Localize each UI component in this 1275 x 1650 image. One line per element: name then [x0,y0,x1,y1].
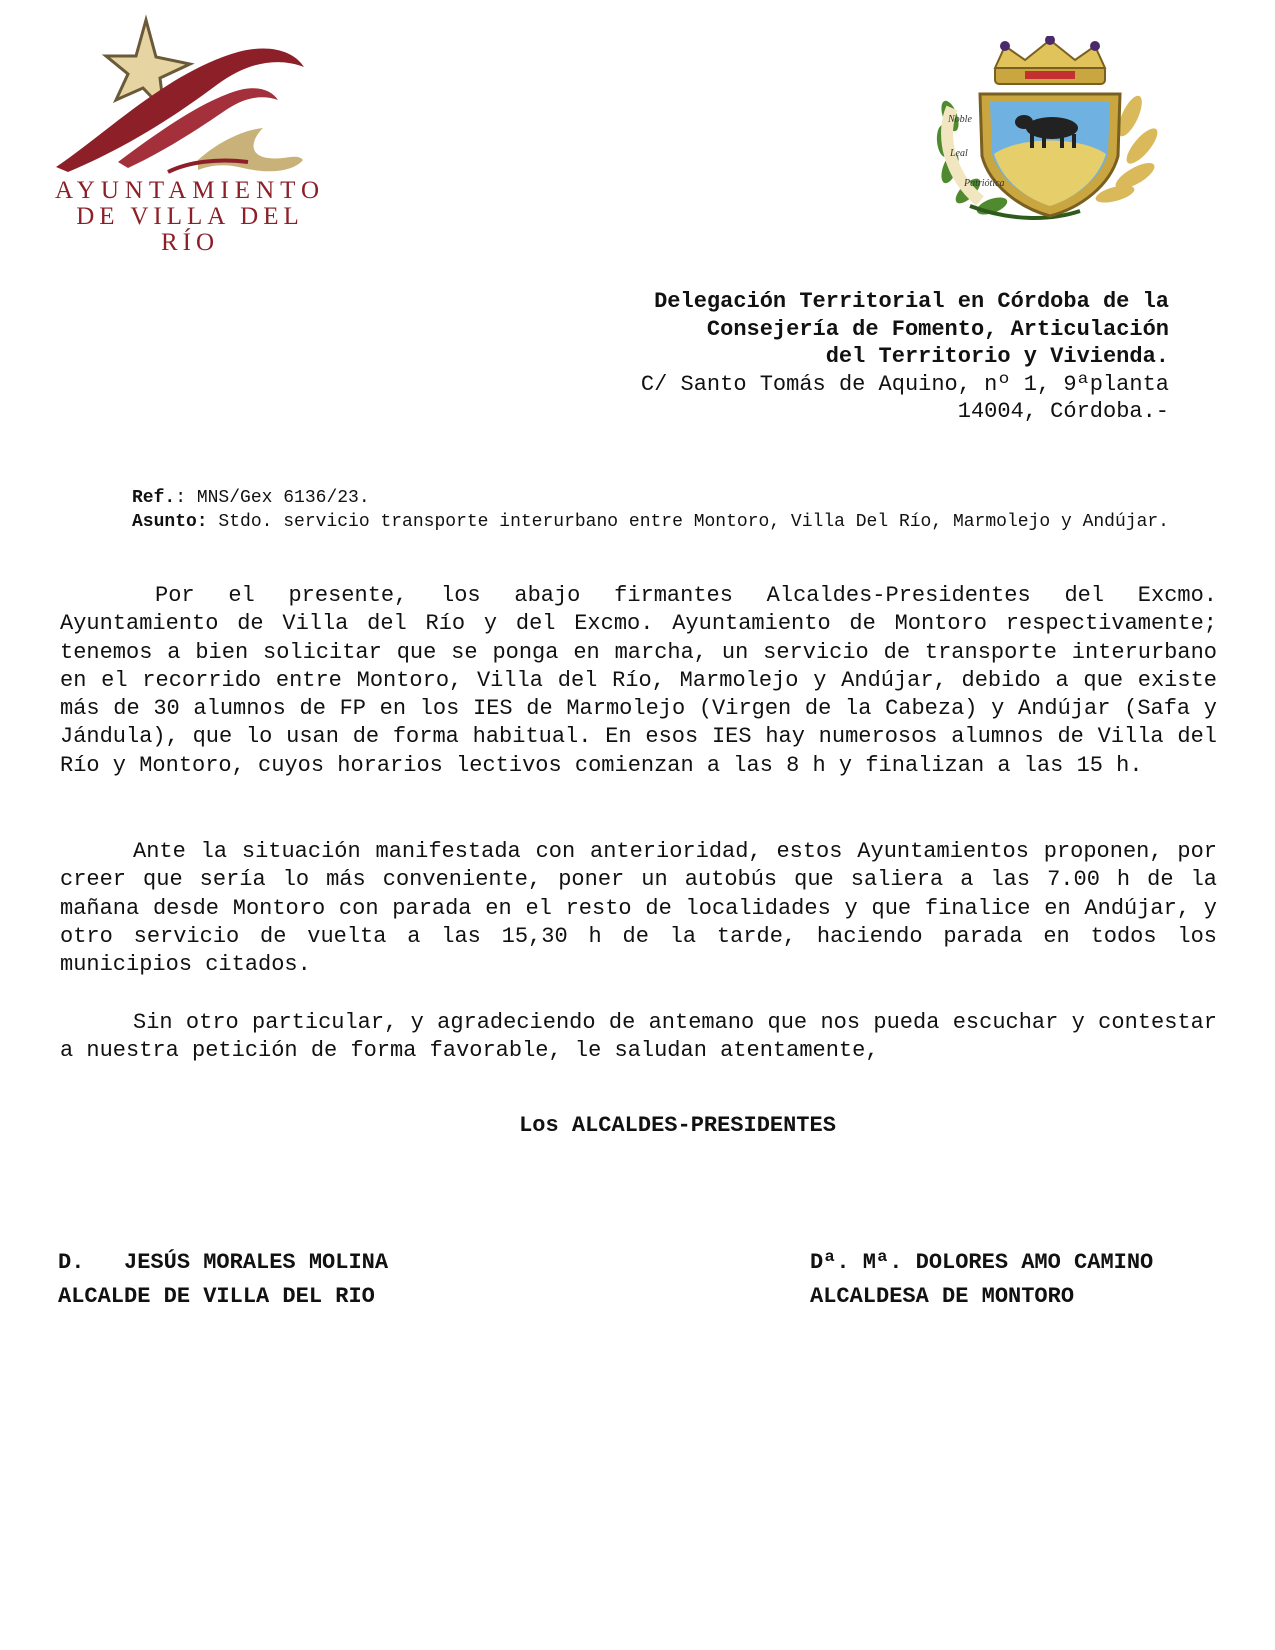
signatory-right-title: ALCALDESA DE MONTORO [810,1284,1075,1309]
signatory-right-name: Dª. Mª. DOLORES AMO CAMINO [810,1250,1154,1275]
logo-text-line2: DE VILLA DEL RÍO [76,203,304,256]
reference-line [60,486,1220,510]
subject-label: Asunto: [132,512,208,532]
address-line-3: del Territorio y Vivienda. [825,344,1169,369]
star-mountain-emblem [48,12,328,182]
subject-value: Stdo. servicio transporte interurbano entre Montoro, Villa Del Río, Marmolejo y Andújar. [207,512,1169,532]
ref-label: Ref. [132,488,176,508]
villa-del-rio-logo [48,12,328,256]
crest-emblem [930,36,1170,236]
ribbon-word-patriotica: Patriótica [964,178,1005,189]
ribbon-word-noble: Noble [948,114,972,125]
reference-block [60,486,1220,534]
signatory-left-title: ALCALDE DE VILLA DEL RIO [58,1284,375,1309]
ribbon-word-leal: Leal [950,148,968,159]
ref-value: : MNS/Gex 6136/23. [175,488,370,508]
body-paragraph-2: Ante la situación manifestada con anterioridad, estos Ayuntamientos proponen, por creer que sería lo más conveniente, poner un autobús que saliera a las 7.00 h de la mañana desde Montoro con parada en el resto de localidades y que finalice en Andújar, y otro servicio de vuelta a las 15,30 h de la tarde, haciendo parada en todos los municipios citados. [60,839,1217,978]
address-line-2: Consejería de Fomento, Articulación [706,316,1169,342]
municipal-crest [930,36,1170,236]
crown-icon [995,36,1105,84]
logo-text-line1: AYUNTAMIENTO [55,177,325,204]
signatory-left-name: D. JESÚS MORALES MOLINA [58,1250,389,1275]
signatory-left [58,1246,388,1314]
subject-line [60,510,1220,534]
address-line-4: C/ Santo Tomás de Aquino, nº 1, 9ªplanta [640,371,1169,397]
closing-heading: Los ALCALDES-PRESIDENTES [519,1113,836,1138]
body-paragraph-1: Por el presente, los abajo firmantes Alcaldes-Presidentes del Excmo. Ayuntamiento de Villa del Río y del Excmo. Ayuntamiento de Montoro respectivamente; tenemos a bien solicitar que se ponga en marcha, un servicio de transporte interurbano en el recorrido entre Montoro, Villa del Río, Marmolejo y Andújar, debido a que existe más de 30 alumnos de FP en los IES de Marmolejo (Virgen de la Cabeza) y Andújar (Safa y Jándula), que lo usan de forma habitual. En esos IES hay numerosos alumnos de Villa del Río y Montoro, cuyos horarios lectivos comienzan a las 8 h y finalizan a las 15 h. [60,583,1217,778]
signatory-right [810,1246,1153,1314]
recipient-address [641,288,1169,426]
address-line-1: Delegación Territorial en Córdoba de la [654,289,1169,314]
address-line-5: 14004, Córdoba.- [957,399,1169,424]
body-paragraph-3: Sin otro particular, y agradeciendo de antemano que nos pueda escuchar y contestar a nuestra petición de forma favorable, le saludan atentamente, [60,1010,1217,1064]
